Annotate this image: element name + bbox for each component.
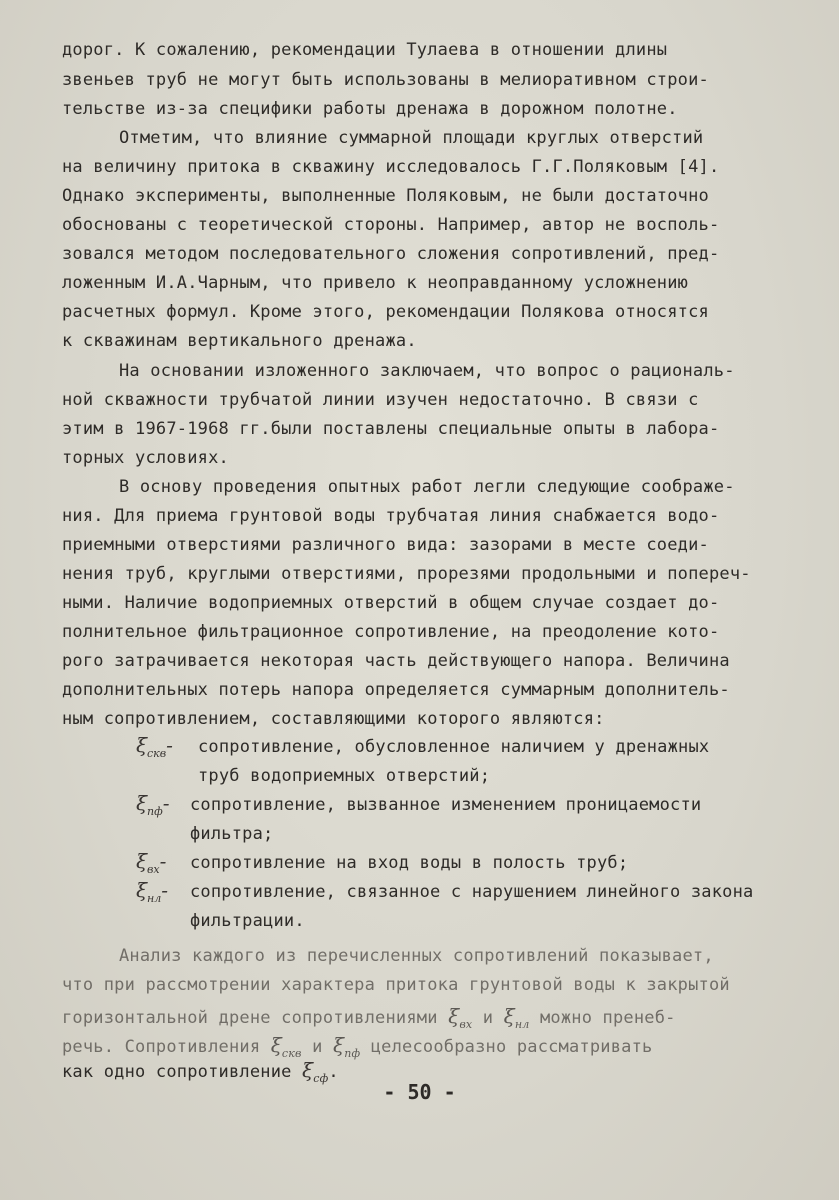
text-line: дополнительных потерь напора определяется суммарным дополнитель- <box>62 680 730 700</box>
text-line: полнительное фильтрационное сопротивление, на преодоление кото- <box>62 622 720 642</box>
text-line: В основу проведения опытных работ легли следующие соображе- <box>119 477 735 497</box>
text-line: обоснованы с теоретической стороны. Например, автор не восполь- <box>62 215 720 235</box>
symbol-xi-nl-inline: $\xi_{нл}$ <box>503 1004 530 1031</box>
text-line: нения труб, круглыми отверстиями, прорезями продольными и попереч- <box>62 564 751 584</box>
symbol-xi-pf: $\xi_{пф}-$ <box>136 791 170 818</box>
list-item-text: сопротивление, обусловленное наличием у дренажных <box>198 737 710 757</box>
text-line: дорог. К сожалению, рекомендации Тулаева в отношении длины <box>62 40 668 60</box>
symbol-xi-sf-inline: $\xi_{сф}$ <box>302 1058 329 1085</box>
analysis-line: что при рассмотрении характера притока грунтовой воды к закрытой <box>62 975 730 995</box>
text-line: На основании изложенного заключаем, что вопрос о рациональ- <box>119 361 735 381</box>
analysis-line: Анализ каждого из перечисленных сопротивлений показывает, <box>119 946 714 966</box>
text-line: приемными отверстиями различного вида: зазорами в месте соеди- <box>62 535 709 555</box>
symbol-xi-skv: $\xi_{скв}-$ <box>136 733 173 760</box>
analysis-line: как одно сопротивление $\xi_{сф}$. <box>62 1058 339 1085</box>
text-line: ным сопротивлением, составляющими которого являются: <box>62 709 605 729</box>
text-line: рого затрачивается некоторая часть действующего напора. Величина <box>62 651 730 671</box>
list-item-text: фильтрации. <box>190 911 305 931</box>
list-item-text: фильтра; <box>190 824 274 844</box>
page-number: - 50 - <box>383 1080 456 1104</box>
text-line: Отметим, что влияние суммарной площади круглых отверстий <box>119 128 704 148</box>
text-line: расчетных формул. Кроме этого, рекомендации Полякова относятся <box>62 302 709 322</box>
text-line: на величину притока в скважину исследовалось Г.Г.Поляковым [4]. <box>62 157 720 177</box>
text-line: ной скважности трубчатой линии изучен недостаточно. В связи с <box>62 390 699 410</box>
text-line: тельстве из-за специфики работы дренажа в дорожном полотне. <box>62 99 678 119</box>
list-item-text: сопротивление, связанное с нарушением линейного закона <box>190 882 754 902</box>
list-item-text: сопротивление, вызванное изменением проницаемости <box>190 795 702 815</box>
list-item-text: труб водоприемных отверстий; <box>198 766 491 786</box>
text-line: зовался методом последовательного сложения сопротивлений, пред- <box>62 244 720 264</box>
text-line: торных условиях. <box>62 448 229 468</box>
text-line: ния. Для приема грунтовой воды трубчатая линия снабжается водо- <box>62 506 720 526</box>
symbol-xi-vkh: $\xi_{вх}-$ <box>136 849 167 876</box>
text-line: ными. Наличие водоприемных отверстий в общем случае создает до- <box>62 593 720 613</box>
text-line: ложенным И.А.Чарным, что привело к неоправданному усложнению <box>62 273 689 293</box>
text-line: этим в 1967-1968 гг.были поставлены специальные опыты в лабора- <box>62 419 720 439</box>
list-item-text: сопротивление на вход воды в полость труб; <box>190 853 629 873</box>
text-line: Однако эксперименты, выполненные Поляковым, не были достаточно <box>62 186 709 206</box>
symbol-xi-nl: $\xi_{нл}-$ <box>136 878 169 905</box>
symbol-xi-vkh-inline: $\xi_{вх}$ <box>448 1004 473 1031</box>
text-line: звеньев труб не могут быть использованы в мелиоративном строи- <box>62 70 709 90</box>
symbol-xi-skv-inline: $\xi_{скв}$ <box>270 1033 302 1060</box>
analysis-line: речь. Сопротивления $\xi_{скв}$ и $\xi_{пф}$ целесообразно рассматривать <box>62 1033 653 1060</box>
symbol-xi-pf-inline: $\xi_{пф}$ <box>332 1033 361 1060</box>
text-line: к скважинам вертикального дренажа. <box>62 331 417 351</box>
analysis-line: горизонтальной дрене сопротивлениями $\xi_{вх}$ и $\xi_{нл}$ можно пренеб- <box>62 1004 676 1031</box>
